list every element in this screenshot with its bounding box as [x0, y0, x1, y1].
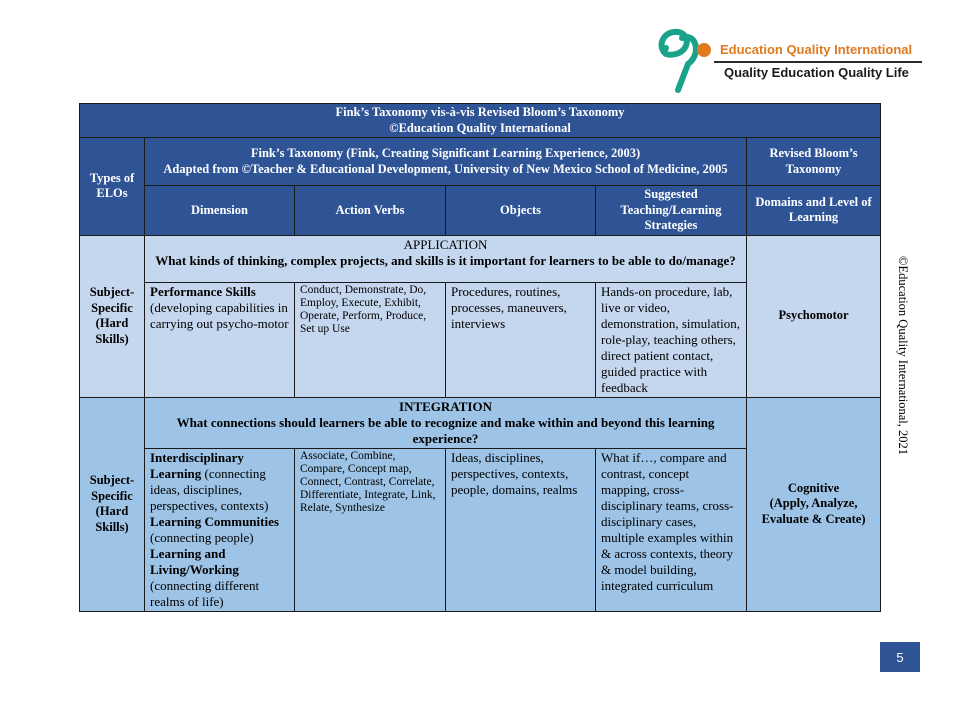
interdisciplinary-learning-text: (connecting ideas, disciplines, perspectives, contexts): [150, 465, 269, 513]
cognitive-levels: (Apply, Analyze, Evaluate & Create): [761, 496, 866, 526]
logo-brand-name: Education Quality International: [720, 42, 913, 57]
integration-action-verbs: Associate, Combine, Compare, Concept map, Connect, Contrast, Correlate, Differentiate, Integrate, Link, Relate, Synthesize: [295, 448, 446, 611]
column-header-dimension: Dimension: [145, 186, 295, 236]
integration-section-heading: [145, 397, 747, 448]
revised-bloom-header: Revised Bloom’s Taxonomy: [747, 138, 881, 186]
logo-divider: [714, 61, 922, 63]
application-title: APPLICATION: [403, 236, 488, 252]
interdisciplinary-learning-label: Interdisciplinary Learning: [150, 449, 244, 481]
taxonomy-table: [79, 103, 880, 612]
fink-taxonomy-header: [145, 138, 747, 186]
integration-title: INTEGRATION: [399, 398, 492, 414]
integration-objects: Ideas, disciplines, perspectives, contexts, people, domains, realms: [446, 448, 596, 611]
row-type-application: Subject-Specific (Hard Skills): [80, 235, 145, 397]
row-type-integration: Subject-Specific (Hard Skills): [80, 397, 145, 611]
application-action-verbs: Conduct, Demonstrate, Do, Employ, Execute, Exhibit, Operate, Perform, Produce, Set up Use: [295, 282, 446, 397]
domain-cognitive: [747, 397, 881, 611]
learning-communities-text: (connecting people): [150, 529, 254, 545]
eq-logo-mark-icon: [652, 24, 716, 94]
table-title-line2: ©Education Quality International: [389, 120, 571, 135]
eqi-logo: [652, 24, 932, 98]
table-title: [80, 104, 881, 138]
fink-header-line2: Adapted from ©Teacher & Educational Development, University of New Mexico School of Medicine, 2005: [163, 161, 728, 176]
performance-skills-text: (developing capabilities in carrying out psycho-motor: [150, 299, 289, 331]
cognitive-label: Cognitive: [787, 480, 840, 495]
logo-tagline: Quality Education Quality Life: [724, 65, 909, 80]
application-question: What kinds of thinking, complex projects, and skills is it important for learners to be able to do/manage?: [155, 252, 736, 268]
domain-psychomotor: Psychomotor: [747, 235, 881, 397]
column-header-strategies: Suggested Teaching/Learning Strategies: [596, 186, 747, 236]
application-dimension: [145, 282, 295, 397]
learning-living-working-text: (connecting different realms of life): [150, 577, 260, 609]
column-header-objects: Objects: [446, 186, 596, 236]
page-number: 5: [880, 642, 920, 672]
integration-dimension: [145, 448, 295, 611]
side-copyright-text: ©Education Quality International, 2021: [896, 256, 910, 456]
table-title-line1: Fink’s Taxonomy vis-à-vis Revised Bloom’s Taxonomy: [335, 105, 625, 119]
fink-header-line1: Fink’s Taxonomy (Fink, Creating Significant Learning Experience, 2003): [250, 146, 641, 160]
learning-communities-label: Learning Communities: [150, 513, 279, 529]
integration-question: What connections should learners be able to recognize and make within and beyond this learning experience?: [176, 414, 715, 446]
column-header-domains: Domains and Level of Learning: [747, 186, 881, 236]
column-header-action-verbs: Action Verbs: [295, 186, 446, 236]
learning-living-working-label: Learning and Living/Working: [150, 545, 239, 577]
application-objects: Procedures, routines, processes, maneuvers, interviews: [446, 282, 596, 397]
side-copyright: [893, 256, 913, 476]
integration-strategies: What if…, compare and contrast, concept mapping, cross-disciplinary teams, cross-disciplinary cases, multiple examples within & across contexts, theory & model building, integrated curriculum: [596, 448, 747, 611]
types-of-elos-header: Types of ELOs: [80, 138, 145, 236]
application-strategies: Hands-on procedure, lab, live or video, demonstration, simulation, role-play, teaching others, direct patient contact, guided practice with feedback: [596, 282, 747, 397]
performance-skills-label: Performance Skills: [150, 283, 256, 299]
application-section-heading: [145, 235, 747, 282]
